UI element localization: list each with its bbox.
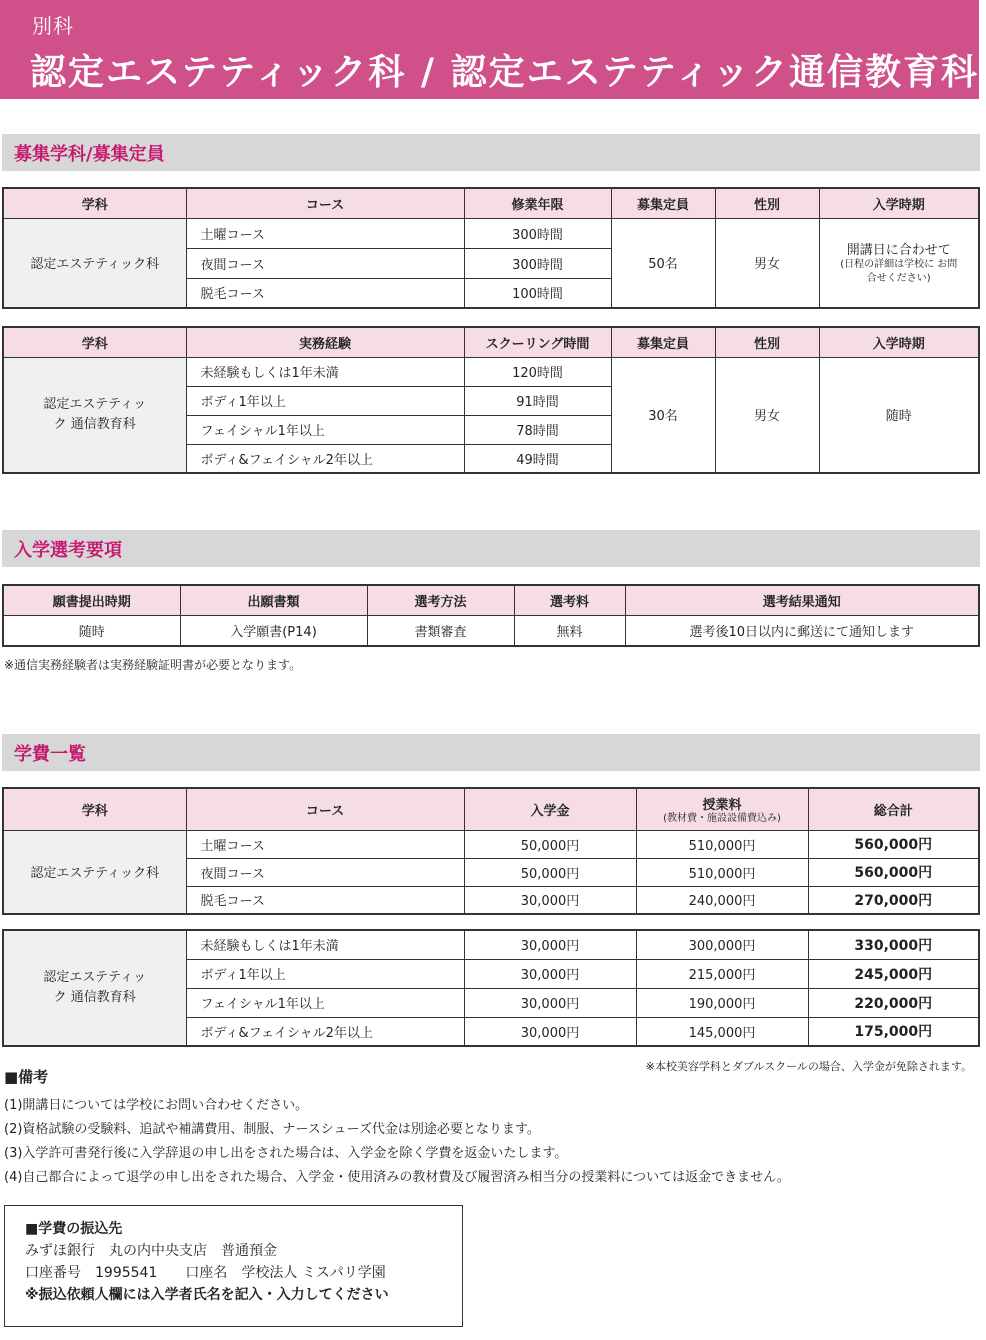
capacity-cell: 30名	[611, 357, 715, 473]
fee-table-2	[2, 929, 980, 1047]
header-cell: 募集定員	[611, 327, 715, 357]
experience-cell: フェイシャル1年以上	[186, 415, 464, 444]
total-cell: 270,000円	[808, 886, 979, 914]
header-cell: 選考結果通知	[625, 585, 979, 615]
admission-cell: 30,000円	[464, 930, 636, 959]
dept-cell: 認定エステティック 通信教育科	[3, 930, 186, 1046]
course-cell: 夜間コース	[186, 858, 464, 886]
header-cell: 実務経験	[186, 327, 464, 357]
header-cell: スクーリング時間	[464, 327, 611, 357]
tuition-header: 授業料	[702, 797, 742, 813]
recruitment-table-1	[2, 187, 980, 309]
course-cell: 夜間コース	[186, 248, 464, 278]
banner-subtitle: 別科	[32, 14, 74, 38]
enroll-note: (日程の詳細は学校に お問合せください)	[840, 259, 958, 285]
admission-cell: 30,000円	[464, 1017, 636, 1046]
header-cell: 修業年限	[464, 188, 611, 218]
course-cell: 脱毛コース	[186, 278, 464, 308]
admission-cell: 50,000円	[464, 858, 636, 886]
header-cell: 出願書類	[180, 585, 367, 615]
header-cell: 選考方法	[367, 585, 514, 615]
course-cell: フェイシャル1年以上	[186, 988, 464, 1017]
experience-cell: 未経験もしくは1年未満	[186, 357, 464, 386]
admission-cell: 30,000円	[464, 886, 636, 914]
remark-item: (3)入学許可書発行後に入学辞退の申し出をされた場合は、入学金を除く学費を返金いたします。	[4, 1146, 568, 1161]
total-cell: 560,000円	[808, 830, 979, 858]
enroll-cell	[819, 218, 979, 308]
bank-transfer-box	[4, 1205, 463, 1327]
fee-table-1	[2, 787, 980, 915]
tuition-cell: 190,000円	[636, 988, 808, 1017]
admission-cell: 30,000円	[464, 988, 636, 1017]
hours-cell: 78時間	[464, 415, 611, 444]
gender-cell: 男女	[715, 218, 819, 308]
section-heading-selection	[2, 530, 980, 567]
total-cell: 175,000円	[808, 1017, 979, 1046]
data-cell: 選考後10日以内に郵送にて通知します	[625, 615, 979, 646]
bank-line: みずほ銀行 丸の内中央支店 普通預金	[25, 1243, 277, 1259]
duration-cell: 300時間	[464, 218, 611, 248]
tuition-cell: 215,000円	[636, 959, 808, 988]
data-cell: 入学願書(P14)	[180, 615, 367, 646]
header-cell: コース	[186, 188, 464, 218]
header-cell	[636, 788, 808, 830]
section-title: 学費一覧	[14, 744, 86, 765]
course-cell: 未経験もしくは1年未満	[186, 930, 464, 959]
tuition-cell: 240,000円	[636, 886, 808, 914]
bank-instruction: ※振込依頼人欄には入学者氏名を記入・入力してください	[25, 1287, 389, 1303]
header-cell: コース	[186, 788, 464, 830]
total-cell: 220,000円	[808, 988, 979, 1017]
tuition-cell: 510,000円	[636, 858, 808, 886]
dept-cell: 認定エステティック科	[3, 218, 186, 308]
header-cell: 入学時期	[819, 327, 979, 357]
section-heading-recruitment	[2, 134, 980, 171]
selection-table	[2, 584, 980, 647]
header-cell: 学科	[3, 188, 186, 218]
gender-cell: 男女	[715, 357, 819, 473]
remark-item: (1)開講日については学校にお問い合わせください。	[4, 1098, 309, 1113]
total-cell: 245,000円	[808, 959, 979, 988]
remark-item: (4)自己都合によって退学の申し出をされた場合、入学金・使用済みの教材費及び履習済み相当分の授業料については返金できません。	[4, 1170, 790, 1185]
header-cell: 性別	[715, 327, 819, 357]
admission-cell: 30,000円	[464, 959, 636, 988]
data-cell: 書類審査	[367, 615, 514, 646]
bank-line: 口座番号 1995541 口座名 学校法人 ミスパリ学園	[25, 1265, 386, 1281]
data-cell: 随時	[3, 615, 180, 646]
experience-cell: ボディ1年以上	[186, 386, 464, 415]
header-cell: 学科	[3, 327, 186, 357]
dept-cell: 認定エステティック 通信教育科	[3, 357, 186, 473]
admission-cell: 50,000円	[464, 830, 636, 858]
tuition-cell: 145,000円	[636, 1017, 808, 1046]
selection-note: ※通信実務経験者は実務経験証明書が必要となります。	[4, 658, 302, 672]
course-cell: ボディ1年以上	[186, 959, 464, 988]
course-cell: 脱毛コース	[186, 886, 464, 914]
recruitment-table-2	[2, 326, 980, 474]
remarks-title: ■備考	[4, 1068, 49, 1086]
tuition-header-note: (教材費・施設設備費込み)	[663, 812, 781, 824]
section-heading-fees	[2, 734, 980, 771]
data-cell: 無料	[514, 615, 625, 646]
capacity-cell: 50名	[611, 218, 715, 308]
hours-cell: 91時間	[464, 386, 611, 415]
header-cell: 学科	[3, 788, 186, 830]
header-cell: 総合計	[808, 788, 979, 830]
banner-title: 認定エステティック科 / 認定エステティック通信教育科	[30, 51, 980, 93]
bank-title: ■学費の振込先	[25, 1221, 123, 1237]
hours-cell: 120時間	[464, 357, 611, 386]
header-cell: 募集定員	[611, 188, 715, 218]
fee-note: ※本校美容学科とダブルスクールの場合、入学金が免除されます。	[645, 1060, 972, 1073]
header-cell: 入学時期	[819, 188, 979, 218]
total-cell: 330,000円	[808, 930, 979, 959]
hours-cell: 49時間	[464, 444, 611, 473]
duration-cell: 100時間	[464, 278, 611, 308]
tuition-cell: 300,000円	[636, 930, 808, 959]
enroll-main: 開講日に合わせて	[846, 243, 951, 259]
header-cell: 選考料	[514, 585, 625, 615]
duration-cell: 300時間	[464, 248, 611, 278]
header-cell: 願書提出時期	[3, 585, 180, 615]
total-cell: 560,000円	[808, 858, 979, 886]
dept-cell: 認定エステティック科	[3, 830, 186, 914]
header-cell: 性別	[715, 188, 819, 218]
tuition-cell: 510,000円	[636, 830, 808, 858]
remark-item: (2)資格試験の受験料、追試や補講費用、制服、ナースシューズ代金は別途必要となります。	[4, 1122, 540, 1137]
experience-cell: ボディ&フェイシャル2年以上	[186, 444, 464, 473]
course-cell: ボディ&フェイシャル2年以上	[186, 1017, 464, 1046]
section-title: 募集学科/募集定員	[14, 144, 165, 165]
section-title: 入学選考要項	[14, 540, 122, 561]
header-banner	[0, 0, 979, 99]
enroll-cell: 随時	[819, 357, 979, 473]
header-cell: 入学金	[464, 788, 636, 830]
course-cell: 土曜コース	[186, 830, 464, 858]
course-cell: 土曜コース	[186, 218, 464, 248]
